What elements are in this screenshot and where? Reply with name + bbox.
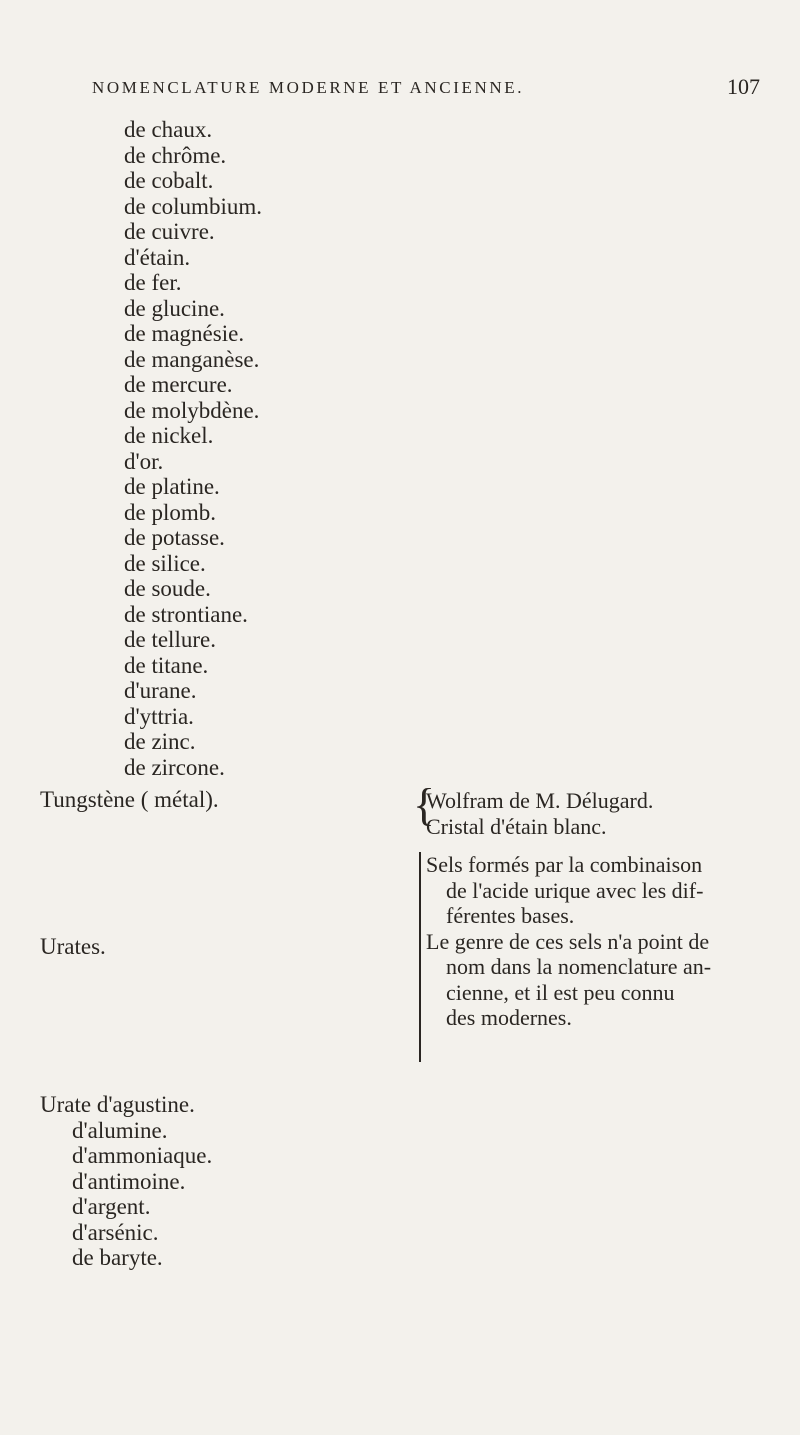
list-item: de manganèse. [124,346,260,372]
definition-line: nom dans la nomenclature an- [446,954,712,979]
list-item: de baryte. [72,1245,163,1270]
list-item: de cobalt. [124,168,214,193]
list-item: de plomb. [124,499,216,525]
urates-definition [426,852,711,1031]
list-item: de nickel. [124,423,214,448]
list-item: d'arsénic. [72,1219,159,1245]
list-item: de glucine. [124,295,225,321]
list-item: de zircone. [124,754,225,780]
definition-line: Le genre de ces sels n'a point de [426,928,710,954]
list-item: de molybdène. [124,397,260,423]
tungstene-synonyms [426,788,653,839]
list-item: de chrôme. [124,142,227,168]
list-item: de chaux. [124,117,213,142]
term-urates: Urates. [40,934,106,959]
definition-line: cienne, et il est peu connu [446,979,675,1005]
brace-icon: { [413,779,436,830]
list-item: de mercure. [124,372,233,397]
list-item: Urate d'agustine. [40,1092,195,1117]
brace-icon [419,852,421,1062]
list-item: de cuivre. [124,219,215,244]
list-item: d'antimoine. [72,1168,186,1194]
list-item: d'étain. [124,244,191,270]
list-item: de columbium. [124,193,262,219]
definition-line: des modernes. [446,1005,572,1030]
list-item: d'argent. [72,1194,151,1219]
list-item: d'or. [124,448,164,474]
list-item: d'urane. [124,678,197,703]
definition-line: de l'acide urique avec les dif- [446,877,704,903]
definition-line: Sels formés par la combinaison [426,852,703,877]
list-item: de silice. [124,550,206,576]
synonym: Cristal d'étain blanc. [426,813,607,839]
list-item: de soude. [124,576,211,601]
list-item: d'yttria. [124,703,194,729]
list-item: de platine. [124,474,220,499]
running-header: NOMENCLATURE MODERNE ET ANCIENNE. [92,78,525,97]
list-item: de magnésie. [124,321,245,346]
list-item: de potasse. [124,525,225,550]
definition-line: férentes bases. [446,903,575,928]
urate-list [40,1092,212,1271]
synonym: Wolfram de M. Délugard. [426,788,654,813]
salt-list-top [124,117,262,780]
list-item: de strontiane. [124,601,248,627]
page-number: 107 [727,74,760,99]
list-item: d'ammoniaque. [72,1143,213,1168]
list-item: d'alumine. [72,1117,168,1143]
list-item: de fer. [124,270,182,295]
list-item: de zinc. [124,729,196,754]
term-tungstene: Tungstène ( métal). [40,787,219,812]
list-item: de titane. [124,652,209,678]
list-item: de tellure. [124,627,216,652]
